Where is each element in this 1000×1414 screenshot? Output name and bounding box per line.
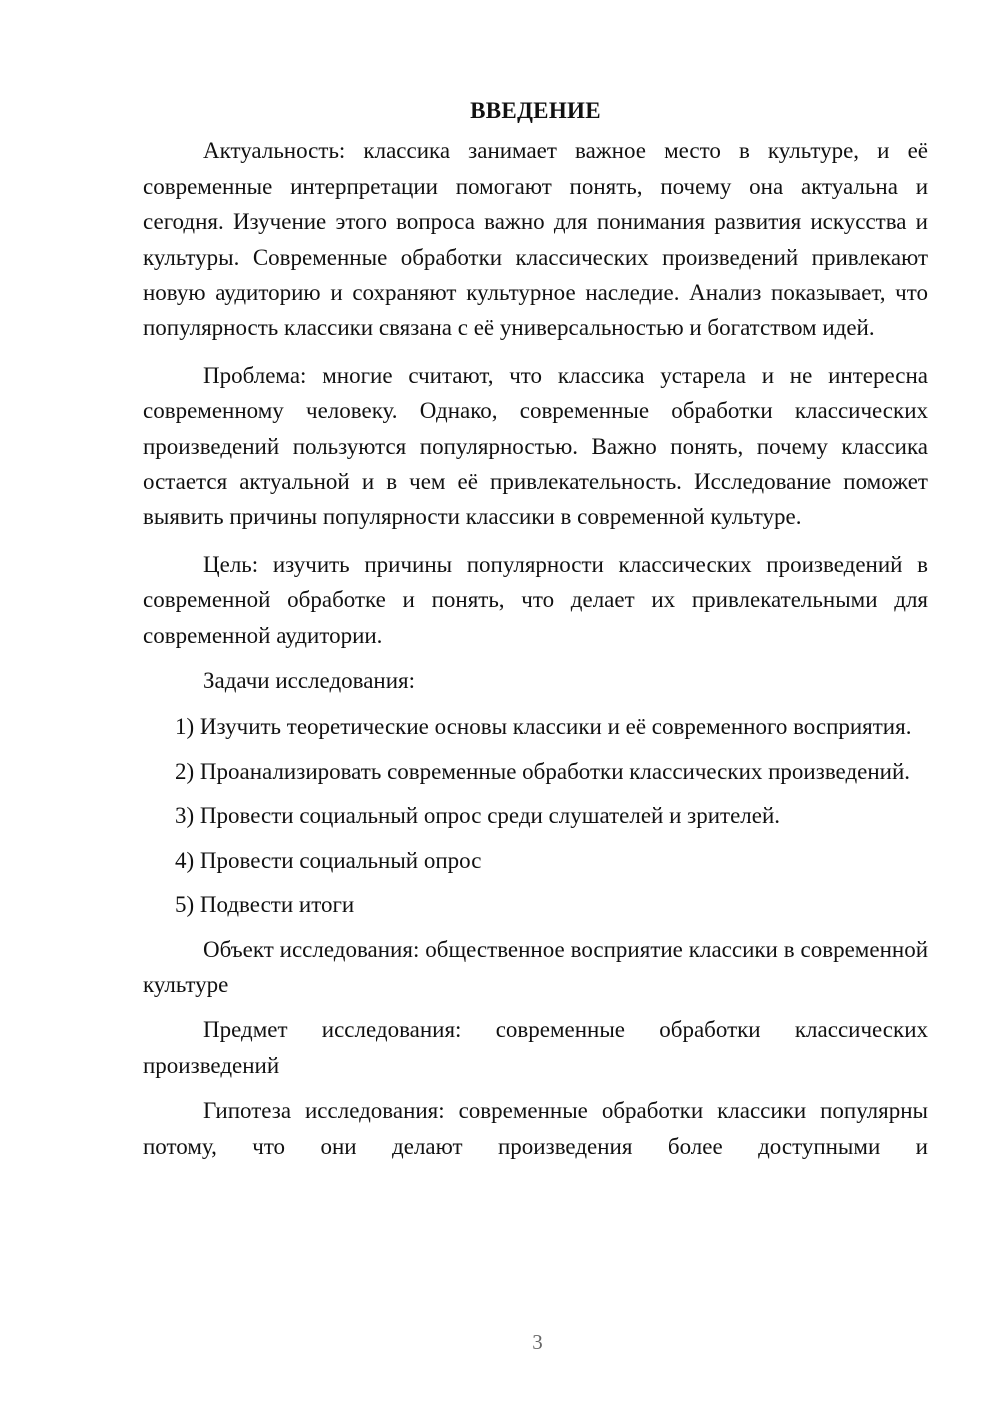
tasks-heading: Задачи исследования: <box>203 668 416 694</box>
task-item-3: 3) Провести социальный опрос среди слушателей и зрителей. <box>175 803 781 829</box>
section-title: ВВЕДЕНИЕ <box>470 98 601 123</box>
relevance-paragraph: Актуальность: классика занимает важное место в культуре, и её современные интерпретации помогают понять, почему она актуальна и сегодня. Изучение этого вопроса важно для понимания развития искусства и культуры. Современные обработки классических произведений привлекают новую аудиторию и сохраняют культурное наследие. Анализ показывает, что популярность классики связана с её универсальностью и богатством идей. <box>143 138 928 341</box>
task-item-4: 4) Провести социальный опрос <box>175 847 482 873</box>
subject-paragraph: Предмет исследования: современные обработки классических произведений <box>143 1017 928 1078</box>
page-number: 3 <box>532 1330 543 1354</box>
task-item-5: 5) Подвести итоги <box>175 892 355 918</box>
hypothesis-paragraph: Гипотеза исследования: современные обработки классики популярны потому, что они делают произведения более доступными и <box>143 1098 928 1159</box>
task-item-2: 2) Проанализировать современные обработки классических произведений. <box>175 758 911 784</box>
task-item-1: 1) Изучить теоретические основы классики и её современного восприятия. <box>175 713 912 739</box>
page-content <box>143 93 928 1164</box>
goal-paragraph: Цель: изучить причины популярности классических произведений в современной обработке и понять, что делает их привлекательными для современной аудитории. <box>143 551 928 648</box>
object-paragraph: Объект исследования: общественное восприятие классики в современной культуре <box>143 936 928 997</box>
problem-paragraph: Проблема: многие считают, что классика устарела и не интересна современному человеку. Однако, современные обработки классических произведений пользуются популярностью. Важно понять, почему классика остается актуальной и в чем её привлекательность. Исследование поможет выявить причины популярности классики в современной культуре. <box>143 362 928 530</box>
